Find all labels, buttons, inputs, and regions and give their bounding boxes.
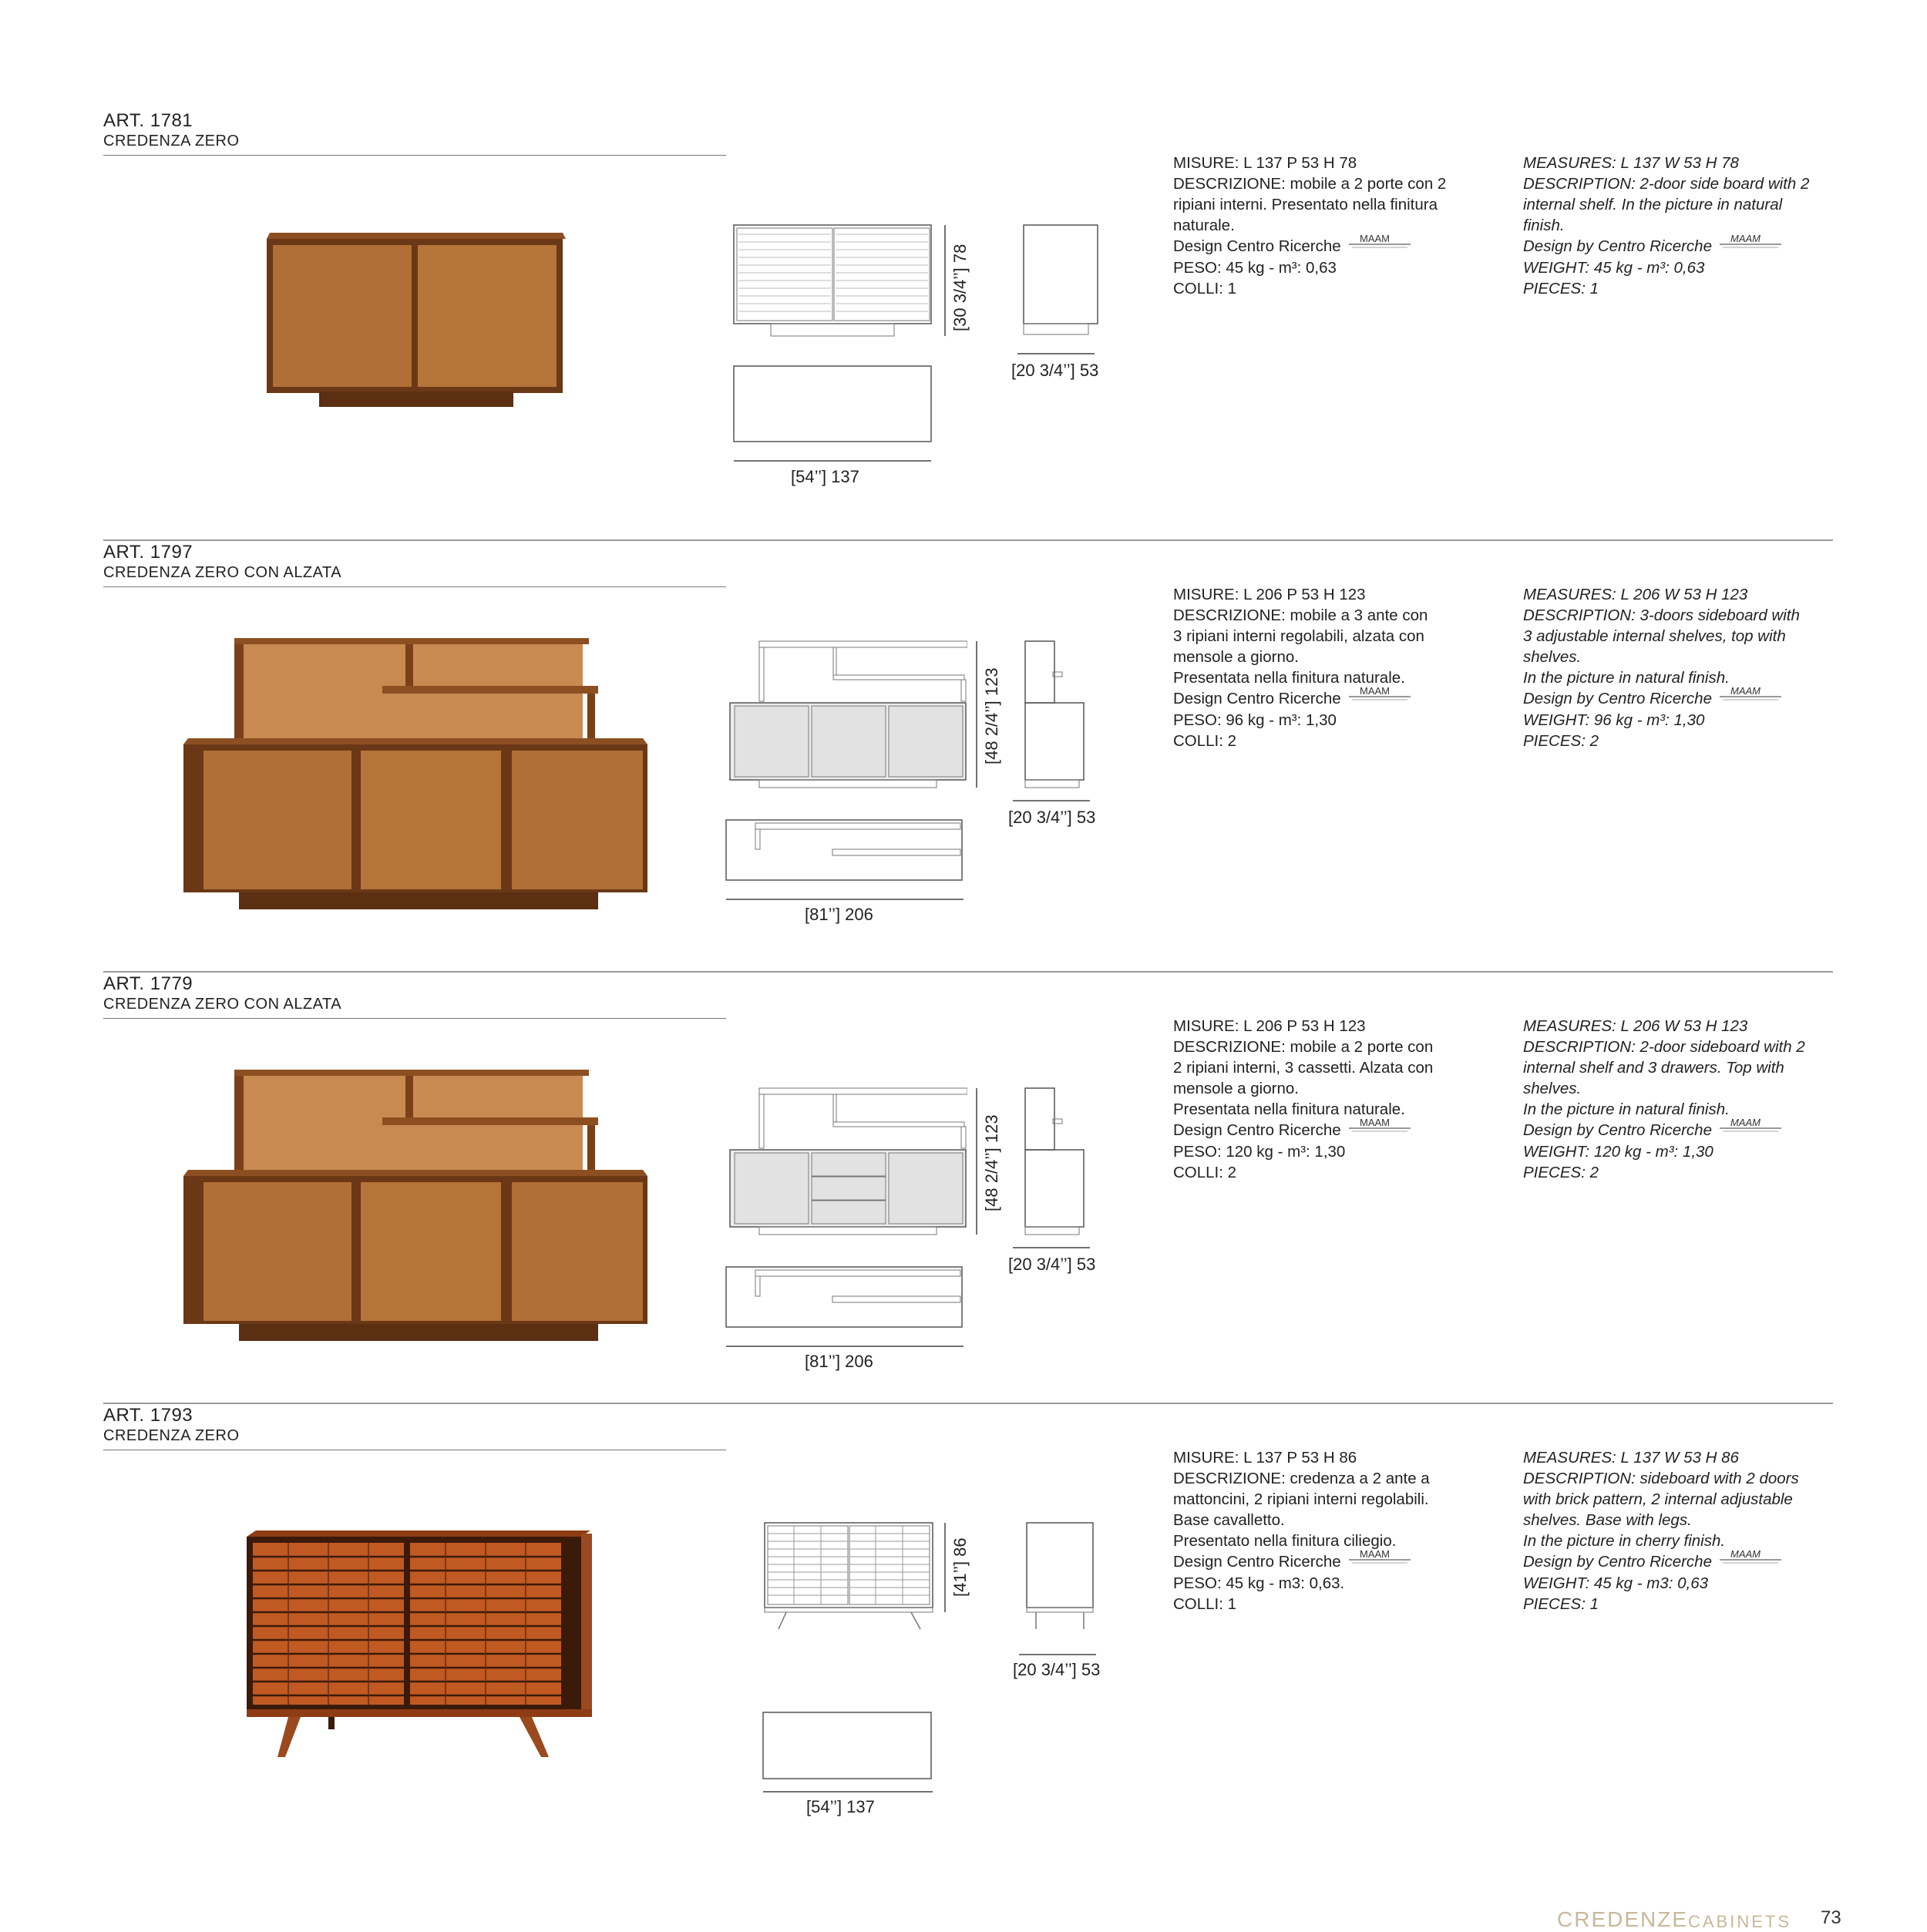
- measures-line: MISURE: L 206 P 53 H 123: [1173, 586, 1366, 603]
- maam-logo: [1720, 686, 1781, 707]
- finish-line: In the picture in cherry finish.: [1523, 1532, 1726, 1550]
- description-line: 3 ripiani interni regolabili, alzata con: [1173, 627, 1424, 645]
- measures-line: MEASURES: L 137 W 53 H 86: [1523, 1449, 1739, 1467]
- depth-dimension-line: [1017, 1652, 1098, 1657]
- product-section-1797: [0, 432, 1927, 924]
- finish-line: Presentata nella finitura naturale.: [1173, 669, 1405, 687]
- weight-line: PESO: 45 kg - m3: 0,63.: [1173, 1574, 1345, 1593]
- svg-text:MAAM: MAAM: [1730, 686, 1761, 697]
- description-italian: [1173, 153, 1481, 299]
- description-line: DESCRIZIONE: mobile a 2 porte con: [1173, 1038, 1434, 1056]
- description-line: DESCRIZIONE: mobile a 2 porte con 2: [1173, 175, 1447, 193]
- description-italian: [1173, 1016, 1481, 1183]
- svg-text:MAAM: MAAM: [1359, 234, 1390, 245]
- product-photo-1781: [262, 231, 570, 408]
- pieces-line: COLLI: 2: [1173, 1164, 1237, 1182]
- description-line: 3 adjustable internal shelves, top with: [1523, 627, 1786, 645]
- side-view-drawing: [1024, 1087, 1087, 1238]
- front-view-drawing: [728, 640, 967, 789]
- design-line: Design Centro Ricerche MAAM: [1173, 236, 1481, 257]
- article-name: CREDENZA ZERO: [103, 1427, 240, 1444]
- finish-line: Presentato nella finitura ciliegio.: [1173, 1532, 1397, 1550]
- footer-section-title: CREDENZE: [1557, 1907, 1689, 1931]
- design-line: Design by Centro Ricerche MAAM: [1523, 236, 1839, 257]
- weight-line: PESO: 120 kg - m³: 1,30: [1173, 1143, 1346, 1161]
- description-line: Base cavalletto.: [1173, 1511, 1285, 1529]
- height-dimension-line: [974, 1087, 980, 1236]
- description-english: [1523, 584, 1839, 751]
- design-line: Design Centro Ricerche MAAM: [1173, 688, 1481, 710]
- title-underline: [103, 155, 726, 156]
- pieces-line: COLLI: 2: [1173, 732, 1237, 751]
- description-italian: [1173, 584, 1481, 751]
- svg-text:MAAM: MAAM: [1730, 234, 1761, 245]
- depth-dimension-line: [1011, 1245, 1091, 1250]
- width-dimension: [54’’] 137: [806, 1797, 875, 1816]
- height-dimension: [48 2/4’’] 123: [982, 1114, 1001, 1211]
- description-line: internal shelf and 3 drawers. Top with: [1523, 1059, 1784, 1077]
- width-dimension-line: [762, 1789, 934, 1794]
- svg-text:MAAM: MAAM: [1730, 1549, 1761, 1561]
- finish-line: Presentata nella finitura naturale.: [1173, 1100, 1405, 1118]
- pieces-line: PIECES: 1: [1523, 280, 1599, 298]
- product-section-1781: [0, 0, 1927, 486]
- footer-section-subtitle: CABINETS: [1688, 1912, 1792, 1931]
- front-view-drawing: [728, 1087, 967, 1236]
- design-line: Design by Centro Ricerche MAAM: [1523, 1120, 1839, 1141]
- description-line: DESCRIPTION: 3-doors sideboard with: [1523, 606, 1800, 624]
- svg-text:MAAM: MAAM: [1359, 1549, 1390, 1561]
- description-line: DESCRIPTION: 2-door side board with 2: [1523, 175, 1810, 193]
- measures-line: MISURE: L 137 P 53 H 86: [1173, 1449, 1357, 1467]
- description-line: internal shelf. In the picture in natural: [1523, 196, 1783, 213]
- design-line: Design by Centro Ricerche MAAM: [1523, 1551, 1839, 1573]
- weight-line: PESO: 96 kg - m³: 1,30: [1173, 711, 1337, 730]
- depth-dimension: [20 3/4’’] 53: [1011, 361, 1099, 380]
- pieces-line: PIECES: 1: [1523, 1595, 1599, 1614]
- svg-text:MAAM: MAAM: [1359, 686, 1390, 697]
- depth-dimension: [20 3/4’’] 53: [1008, 1255, 1096, 1274]
- height-dimension: [48 2/4’’] 123: [982, 667, 1001, 764]
- maam-logo: [1349, 686, 1411, 707]
- depth-dimension: [20 3/4’’] 53: [1013, 1660, 1101, 1679]
- description-line: DESCRIZIONE: mobile a 3 ante con: [1173, 606, 1428, 624]
- height-dimension: [30 3/4’’] 78: [950, 244, 970, 331]
- pieces-line: COLLI: 1: [1173, 280, 1237, 298]
- side-view-drawing: [1024, 640, 1087, 791]
- weight-line: WEIGHT: 45 kg - m³: 0,63: [1523, 259, 1705, 277]
- description-line: 2 ripiani interni, 3 cassetti. Alzata con: [1173, 1059, 1434, 1077]
- side-view-drawing: [1022, 223, 1101, 339]
- description-line: shelves.: [1523, 1080, 1582, 1097]
- front-view-drawing: [732, 223, 934, 339]
- description-english: [1523, 1447, 1839, 1614]
- maam-logo: [1349, 234, 1411, 254]
- product-section-1793: [0, 1295, 1927, 1816]
- description-line: DESCRIPTION: sideboard with 2 doors: [1523, 1470, 1799, 1487]
- weight-line: PESO: 45 kg - m³: 0,63: [1173, 259, 1337, 277]
- description-italian: [1173, 1447, 1481, 1614]
- finish-line: In the picture in natural finish.: [1523, 669, 1730, 687]
- description-line: shelves. Base with legs.: [1523, 1511, 1692, 1529]
- measures-line: MISURE: L 137 P 53 H 78: [1173, 154, 1357, 172]
- description-english: [1523, 1016, 1839, 1183]
- design-line: Design Centro Ricerche MAAM: [1173, 1120, 1481, 1141]
- finish-line: In the picture in natural finish.: [1523, 1100, 1730, 1118]
- description-line: DESCRIZIONE: credenza a 2 ante a: [1173, 1470, 1430, 1487]
- maam-logo: [1720, 1549, 1781, 1570]
- pieces-line: PIECES: 2: [1523, 732, 1599, 751]
- article-name: CREDENZA ZERO: [103, 133, 240, 150]
- product-section-1779: [0, 863, 1927, 1371]
- measures-line: MEASURES: L 137 W 53 H 78: [1523, 154, 1739, 172]
- description-line: mattoncini, 2 ripiani interni regolabili.: [1173, 1490, 1429, 1508]
- weight-line: WEIGHT: 120 kg - m³: 1,30: [1523, 1143, 1713, 1161]
- depth-dimension: [20 3/4’’] 53: [1008, 808, 1096, 827]
- height-dimension: [41’’] 86: [950, 1537, 970, 1597]
- article-name: CREDENZA ZERO CON ALZATA: [103, 996, 342, 1013]
- measures-line: MEASURES: L 206 W 53 H 123: [1523, 1017, 1748, 1035]
- height-dimension-line: [942, 1521, 948, 1614]
- pieces-line: COLLI: 1: [1173, 1595, 1237, 1614]
- article-code: ART. 1779: [103, 973, 193, 994]
- svg-text:MAAM: MAAM: [1359, 1117, 1390, 1129]
- weight-line: WEIGHT: 96 kg - m³: 1,30: [1523, 711, 1705, 730]
- front-view-drawing: [763, 1521, 936, 1637]
- maam-logo: [1349, 1117, 1411, 1138]
- height-dimension-line: [942, 223, 948, 338]
- description-english: [1523, 153, 1839, 299]
- measures-line: MEASURES: L 206 W 53 H 123: [1523, 586, 1748, 603]
- article-code: ART. 1793: [103, 1405, 193, 1426]
- description-line: mensole a giorno.: [1173, 1080, 1299, 1097]
- side-view-drawing: [1025, 1521, 1096, 1637]
- width-dimension: [81’’] 206: [805, 1352, 873, 1371]
- product-photo-1793: [242, 1529, 594, 1760]
- width-dimension: [81’’] 206: [805, 905, 873, 924]
- article-name: CREDENZA ZERO CON ALZATA: [103, 564, 342, 581]
- article-code: ART. 1797: [103, 542, 193, 563]
- description-line: mensole a giorno.: [1173, 648, 1299, 666]
- maam-logo: [1720, 1117, 1781, 1138]
- description-line: naturale.: [1173, 217, 1235, 234]
- depth-dimension-line: [1016, 351, 1096, 356]
- design-line: Design by Centro Ricerche MAAM: [1523, 688, 1839, 710]
- maam-logo: [1720, 234, 1781, 254]
- description-line: finish.: [1523, 217, 1565, 234]
- title-underline: [103, 586, 726, 587]
- pieces-line: PIECES: 2: [1523, 1164, 1599, 1182]
- depth-dimension-line: [1011, 798, 1091, 803]
- description-line: shelves.: [1523, 648, 1582, 666]
- measures-line: MISURE: L 206 P 53 H 123: [1173, 1017, 1366, 1035]
- description-line: with brick pattern, 2 internal adjustable: [1523, 1490, 1793, 1508]
- description-line: ripiani interni. Presentato nella finitura: [1173, 196, 1438, 213]
- svg-text:MAAM: MAAM: [1730, 1117, 1761, 1129]
- width-dimension: [54’’] 137: [791, 467, 859, 486]
- page-number: 73: [1821, 1907, 1841, 1928]
- top-view-drawing: [762, 1711, 934, 1782]
- maam-logo: [1349, 1549, 1411, 1570]
- design-line: Design Centro Ricerche MAAM: [1173, 1551, 1481, 1573]
- weight-line: WEIGHT: 45 kg - m3: 0,63: [1523, 1574, 1708, 1593]
- description-line: DESCRIPTION: 2-door sideboard with 2: [1523, 1038, 1805, 1056]
- title-underline: [103, 1018, 726, 1019]
- height-dimension-line: [974, 640, 980, 789]
- article-code: ART. 1781: [103, 110, 193, 131]
